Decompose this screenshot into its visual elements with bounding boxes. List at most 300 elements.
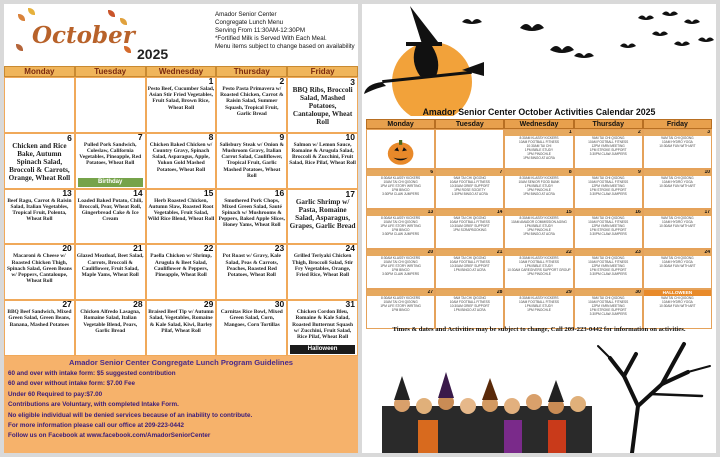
date-bar — [505, 130, 572, 136]
menu-day-cell — [146, 189, 217, 245]
activity-line: 1PM BIBLE STUDY — [524, 304, 554, 308]
weekday-header-row — [366, 119, 712, 129]
menu-text: Pesto Beef, Cucumber Salad, Asian Stir Fried Vegetables, Fruit Salad, Brown Rice, Wheat Roll — [147, 86, 215, 111]
weekday-header: Wednesday — [504, 119, 573, 129]
lunch-calendar-grid — [4, 66, 358, 356]
date-bar — [436, 250, 503, 256]
menu-day-cell — [146, 244, 217, 300]
day-number: 16 — [635, 209, 641, 215]
day-number: 24 — [704, 249, 711, 255]
activity-day-cell — [366, 129, 435, 169]
menu-text: Pot Roast w/ Gravy, Kale Salad, Peas & Carrots, Peaches, Roasted Red Potatoes, Wheat Roll — [222, 253, 281, 278]
activity-day-cell — [643, 129, 712, 169]
activity-line: 10AM TAI CHI QIGONG — [383, 300, 418, 304]
activity-line: 3:30PM CLAW JUMPERS — [589, 152, 627, 156]
activity-day-cell — [504, 209, 573, 249]
week-row — [366, 129, 712, 169]
activity-line: 8:30AM KLASSY KICKERS — [519, 176, 559, 180]
activity-line: 1PM BINGO — [391, 268, 410, 272]
leaf-icon — [108, 10, 115, 17]
activity-line: 3:30PM CLAW JUMPERS — [589, 312, 627, 316]
activity-line: 10:30AM FUN WITH ART — [659, 224, 696, 228]
menu-day-cell — [75, 133, 146, 189]
date-bar — [575, 170, 642, 176]
menu-text: Grilled Teriyaki Chicken Thigh, Broccoli Salad, Stir Fry Vegetables, Orange, Fried Rice, Wheat Roll — [292, 253, 354, 278]
day-number: 2 — [279, 77, 285, 86]
date-bar — [644, 170, 711, 176]
menu-day-cell — [146, 77, 217, 133]
activity-line: 10AM SENIOR FOOD BANK — [518, 180, 560, 184]
day-number: 6 — [67, 132, 72, 143]
week-row — [4, 133, 358, 189]
bats-icon — [462, 12, 714, 59]
activity-line: 12PM YARN MEETING — [591, 184, 625, 188]
activity-line: 1PM PINOCHLE — [527, 272, 551, 276]
day-number: 31 — [345, 300, 355, 310]
activity-line: 10AM FOOTBALL FITNESS — [449, 180, 490, 184]
lunch-menu-page — [4, 4, 358, 453]
day-number: 23 — [274, 244, 285, 254]
day-number: 21 — [133, 244, 143, 254]
activity-line: 8:30AM KLASSY KICKERS — [519, 216, 559, 220]
activity-line: 1PM BIBLE STUDY — [524, 224, 554, 228]
week-row — [4, 300, 358, 356]
activity-line: 9AM TAI CHI QIGONG — [453, 216, 487, 220]
activity-day-cell — [574, 289, 643, 329]
menu-text: Carnitas Rice Bowl, Mixed Green Salad, Corn, Mangoes, Corn Tortillas — [220, 309, 283, 328]
weekday-header: Monday — [4, 66, 75, 77]
activity-line: 1PM PINOCHLE — [527, 308, 551, 312]
activity-line: 12PM YARN MEETING — [591, 144, 625, 148]
day-number: 13 — [427, 209, 434, 215]
day-number: 7 — [499, 169, 503, 175]
activity-line: 10:30AM FUN WITH ART — [659, 304, 696, 308]
activity-day-cell — [435, 129, 504, 169]
day-number: 10 — [345, 132, 355, 142]
day-number: 3 — [350, 77, 355, 87]
activity-line: 10AM FOOTBALL FITNESS — [588, 140, 629, 144]
activity-line: 10AM TAI CHI QIGONG — [383, 180, 418, 184]
menu-text: Braised Beef Tip w/ Autumn Salad, Vegetables, Romaine & Kale Salad, Kiwi, Barley Pilaf, Wheat Roll — [148, 309, 214, 334]
menu-day-cell — [216, 77, 287, 133]
date-bar — [505, 250, 572, 256]
activity-line: 1PM STROKE SUPPORT — [589, 188, 627, 192]
activity-line: 9AM TAI CHI QIGONG — [453, 176, 487, 180]
weekday-header: Wednesday — [146, 66, 217, 77]
date-bar — [436, 290, 503, 296]
activity-line: 12PM YARN MEETING — [591, 224, 625, 228]
lunch-header — [4, 4, 358, 66]
day-number: 7 — [137, 132, 143, 142]
year: 2025 — [137, 46, 169, 62]
date-bar — [436, 170, 503, 176]
menu-day-cell — [287, 133, 358, 189]
day-number: 24 — [345, 244, 355, 254]
activity-line: 10:30AM GRIEF SUPPORT — [449, 184, 490, 188]
menu-text: Garlic Shrimp w/ Pasta, Romaine Salad, Asparagus, Grapes, Garlic Bread — [289, 197, 356, 230]
week-row — [366, 209, 712, 249]
menu-day-cell — [4, 244, 75, 300]
week-row — [4, 77, 358, 133]
activity-line: 9AM TAI CHI QIGONG — [453, 296, 487, 300]
day-number: 28 — [496, 289, 503, 295]
activity-day-cell — [435, 209, 504, 249]
info-line: Amador Senior Center — [215, 11, 277, 18]
weekday-header-row — [4, 66, 358, 77]
week-row — [4, 189, 358, 245]
day-number: 23 — [635, 249, 641, 255]
activity-day-cell — [574, 249, 643, 289]
day-number: 10 — [704, 169, 711, 175]
day-number: 9 — [279, 132, 285, 142]
activity-line: 8:30AM KLASSY KICKERS — [381, 216, 421, 220]
menu-text: Pulled Pork Sandwich, Coleslaw, California Vegetables, Pineapple, Red Potatoes, Wheat Roll — [79, 141, 142, 167]
activity-day-cell — [574, 129, 643, 169]
date-bar — [575, 250, 642, 256]
weekday-header: Friday — [287, 66, 358, 77]
menu-text: Paella Chicken w/ Shrimp, Arugula & Beet Salad, Cauliflower & Peppers, Pineapple, Wheat Roll — [150, 253, 212, 278]
costumed-seniors-group-icon — [382, 372, 592, 453]
guideline-line: Follow us on Facebook at www.facebook.com/AmadorSeniorCenter — [8, 432, 211, 440]
day-number: 20 — [427, 249, 434, 255]
info-line: *Fortified Milk is Served With Each Meal. — [215, 35, 327, 42]
activity-line: 9AM TAI CHI QIGONG — [661, 136, 694, 140]
date-bar — [505, 290, 572, 296]
guideline-line: Contributions are Voluntary, with completed Intake Form. — [8, 401, 179, 409]
menu-day-cell — [75, 300, 146, 356]
menu-day-cell — [216, 300, 287, 356]
day-number: 30 — [274, 300, 285, 310]
date-bar — [505, 210, 572, 216]
info-line: Menu items subject to change based on availability — [215, 43, 355, 50]
activity-line: 9AM TAI CHI QIGONG — [591, 136, 625, 140]
activity-line: 1PM BINGO AT ACRA — [453, 268, 486, 272]
menu-day-cell — [4, 77, 75, 133]
activity-line: 9AM TAI CHI QIGONG — [661, 216, 694, 220]
day-number: 22 — [203, 244, 214, 254]
activity-line: 1PM SCRAPBOOKING — [453, 228, 487, 232]
weekday-header: Tuesday — [435, 119, 504, 129]
activity-line: 10AM FOOTBALL FITNESS — [518, 140, 560, 144]
activity-line: 1PM BINGO — [391, 188, 410, 192]
menu-text: Chicken Baked Chicken w/ Country Gravy, Spinach Salad, Asparagus, Apple, Yukon Gold Mashed Potatoes, Wheat Roll — [149, 141, 213, 173]
menu-text: Pesto Pasta Primavera w/ Roasted Chicken, Carrot & Raisin Salad, Summer Squash, Tropical Fruit, Garlic Bread — [220, 86, 284, 117]
activity-line: 1PM BINGO — [391, 228, 410, 232]
guideline-line: For more information please call our office at 209-223-0442 — [8, 422, 185, 430]
activity-day-cell — [504, 169, 573, 209]
activity-line: 8:30AM KLASSY KICKERS — [519, 296, 559, 300]
activity-line: 1PM PINOCHLE — [527, 188, 551, 192]
date-bar — [644, 210, 711, 216]
activity-day-cell — [643, 209, 712, 249]
activity-day-cell — [366, 249, 435, 289]
day-number: 8 — [208, 132, 214, 142]
day-number: 3 — [707, 129, 711, 135]
activity-line: 8:30AM KLASSY KICKERS — [381, 256, 421, 260]
info-line: Congregate Lunch Menu — [215, 19, 284, 26]
day-number: 15 — [203, 188, 214, 198]
menu-day-cell — [216, 133, 287, 189]
activity-line: 10AM FOOTBALL FITNESS — [588, 260, 629, 264]
activity-line: 1PM PINOCHLE — [527, 152, 551, 156]
weekday-header: Thursday — [574, 119, 643, 129]
activity-line: 1PM BINGO AT ACRA — [523, 192, 555, 196]
activities-note: Times & dates and Activities may be subject to change, Call 209-223-0442 for information on activities. — [392, 326, 686, 333]
day-number: 1 — [568, 129, 572, 135]
activity-line: 10:30AM FUN WITH ART — [659, 184, 696, 188]
activity-line: 3:30PM CLAW JUMPERS — [382, 232, 420, 236]
activity-line: 1PM BINGO — [391, 308, 410, 312]
activity-line: 8:30AM KLASSY KICKERS — [381, 296, 421, 300]
activity-line: 10:30AM TAI CHI — [526, 144, 552, 148]
menu-text: Herb Roasted Chicken, Autumn Slaw, Roasted Root Vegetables, Fruit Salad, Wild Rice Blend, Wheat Roll — [147, 197, 215, 223]
activity-line: 10:30AM GRIEF SUPPORT — [449, 224, 490, 228]
activity-day-cell — [504, 129, 573, 169]
menu-day-cell — [287, 244, 358, 300]
activity-line: 1PM LIFE STORY WRITING — [380, 264, 421, 268]
day-number: 14 — [496, 209, 503, 215]
day-number: 9 — [638, 169, 641, 175]
menu-day-cell — [216, 244, 287, 300]
weekday-header: Friday — [643, 119, 712, 129]
guidelines-box — [4, 356, 358, 453]
activity-line: 1PM LIFE STORY WRITING — [380, 184, 421, 188]
activity-line: 1PM STROKE SUPPORT — [589, 148, 627, 152]
date-bar — [367, 210, 434, 216]
activity-line: 10AM TAI CHI QIGONG — [383, 220, 418, 224]
guideline-line: 60 and over without intake form: $7.00 Fee — [8, 380, 136, 388]
week-row — [366, 249, 712, 289]
menu-text: Chicken Alfredo Lasagna, Romaine Salad, Italian Vegetable Blend, Pears, Garlic Bread — [80, 309, 141, 334]
activity-day-cell — [366, 289, 435, 329]
menu-day-cell — [75, 244, 146, 300]
activity-line: 1PM BIBLE STUDY — [524, 264, 554, 268]
date-bar — [575, 130, 642, 136]
menu-day-cell — [146, 300, 217, 356]
menu-day-cell — [4, 189, 75, 245]
date-bar — [575, 290, 642, 296]
activity-line: 3:30PM CLAW JUMPERS — [589, 232, 627, 236]
activity-line: 10AM HYDRO YOGA — [662, 180, 693, 184]
activity-line: 10:30AM FUN WITH ART — [659, 144, 696, 148]
activity-line: 9AM TAI CHI QIGONG — [591, 176, 625, 180]
activity-line: 1PM STROKE SUPPORT — [589, 228, 627, 232]
day-number: 30 — [635, 289, 641, 295]
activity-line: 10AM HYDRO YOGA — [662, 260, 693, 264]
activity-line: 10AM HYDRO YOGA — [662, 140, 693, 144]
activity-day-cell — [643, 169, 712, 209]
birthday-badge: Birthday — [78, 178, 143, 187]
menu-text: Macaroni & Cheese w/ Roasted Chicken Thigh, Spinach Salad, Green Beans w/ Peppers, Cantaloupe, Wheat Roll — [6, 253, 72, 285]
activity-line: 9AM TAI CHI QIGONG — [591, 296, 625, 300]
activity-line: 10AM FOOTBALL FITNESS — [588, 180, 629, 184]
pumpkin-icon — [367, 136, 434, 168]
activity-day-cell — [435, 289, 504, 329]
activity-line: 3:30PM CLAW JUMPERS — [382, 192, 420, 196]
activity-day-cell — [366, 209, 435, 249]
activities-page — [362, 4, 716, 453]
activity-line: 10AM HYDRO YOGA — [662, 300, 693, 304]
menu-day-cell — [146, 133, 217, 189]
activity-line: 3:30PM CLAW JUMPERS — [589, 192, 627, 196]
date-bar — [436, 210, 503, 216]
weekday-header: Thursday — [216, 66, 287, 77]
weekday-header: Tuesday — [75, 66, 146, 77]
week-row — [366, 289, 712, 329]
activity-line: 10AM TAI CHI QIGONG — [383, 260, 418, 264]
activity-day-cell — [574, 209, 643, 249]
date-bar — [644, 250, 711, 256]
date-bar — [575, 210, 642, 216]
day-number: 17 — [704, 209, 711, 215]
activity-day-cell — [643, 289, 712, 329]
menu-text: Glazed Meatloaf, Beet Salad, Carrots, Broccoli & Cauliflower, Fruit Salad, Maple Yams, Wheat Roll — [76, 253, 144, 278]
menu-text: Smothered Pork Chops, Mixed Green Salad, Sauté Spinach w/ Mushrooms & Peppers, Baked Apple Slices, Honey Yams, Wheat Roll — [218, 197, 285, 229]
day-number: 29 — [566, 289, 572, 295]
guideline-line: Under 60 Required to pay:$7.00 — [8, 390, 103, 398]
activity-line: 1PM STROKE SUPPORT — [589, 308, 627, 312]
day-number: 1 — [208, 77, 214, 86]
activity-line: 1PM PINOCHLE — [527, 228, 551, 232]
activity-line: 12PM YARN MEETING — [591, 264, 625, 268]
day-number: 22 — [566, 249, 572, 255]
bare-tree-icon — [598, 344, 710, 453]
menu-day-cell — [287, 77, 358, 133]
guideline-line: No eligible individual will be denied services because of an inability to contribute. — [8, 411, 253, 419]
activity-line: 10:30AM FUN WITH ART — [659, 264, 696, 268]
activity-line: 10AM AMADOR COMMISSION AGING — [511, 220, 567, 224]
activity-line: 1PM BIBLE STUDY — [524, 184, 554, 188]
activity-line: 1PM ROSE SOCIETY — [454, 188, 486, 192]
activity-line: 3:30PM CLAW JUMPERS — [589, 272, 627, 276]
activity-day-cell — [574, 169, 643, 209]
activity-day-cell — [366, 169, 435, 209]
activity-line: 10AM FOOTBALL FITNESS — [449, 220, 490, 224]
menu-day-cell — [4, 300, 75, 356]
menu-day-cell — [4, 133, 75, 189]
day-number: 27 — [62, 300, 72, 310]
day-number: 15 — [566, 209, 572, 215]
weekday-header: Monday — [366, 119, 435, 129]
menu-day-cell — [75, 77, 146, 133]
day-number: 17 — [345, 188, 355, 199]
halloween-scene-illustration — [362, 336, 716, 453]
menu-day-cell — [216, 189, 287, 245]
activity-line: 9AM TAI CHI QIGONG — [591, 216, 625, 220]
activity-line: 1PM BINGO AT ACRA — [453, 308, 486, 312]
activity-line: 1PM BIBLE STUDY — [524, 148, 554, 152]
menu-text: Salmon w/ Lemon Sauce, Romaine & Arugula Salad, Broccoli & Zucchini, Fruit Salad, Rice Pilaf, Wheat Roll — [289, 141, 356, 167]
menu-text: BBQ Beef Sandwich, Mixed Green Salad, Green Beans, Banana, Mashed Potatoes — [7, 309, 72, 328]
activity-line: 12PM YARN MEETING — [591, 304, 625, 308]
activity-line: 1PM LIFE STORY WRITING — [380, 304, 421, 308]
day-number: 28 — [133, 300, 143, 310]
activity-line: 9AM TAI CHI QIGONG — [453, 256, 487, 260]
activity-line: 1PM STROKE SUPPORT — [589, 268, 627, 272]
activity-day-cell — [504, 249, 573, 289]
menu-day-cell — [287, 189, 358, 245]
activity-line: 10AM HYDRO YOGA — [662, 220, 693, 224]
menu-text: BBQ Ribs, Broccoli Salad, Mashed Potatoes, Cantaloupe, Wheat Roll — [292, 86, 353, 127]
date-bar — [505, 170, 572, 176]
activity-line: 9AM TAI CHI QIGONG — [661, 176, 694, 180]
date-bar — [367, 250, 434, 256]
halloween-badge: Halloween — [290, 345, 355, 354]
menu-text: Chicken and Rice Bake, Autumn Spinach Salad, Broccoli & Carrots, Orange, Wheat Roll — [8, 141, 71, 183]
activity-line: 9AM TAI CHI QIGONG — [661, 296, 694, 300]
activity-line: 1PM BINGO AT ACRA — [523, 232, 555, 236]
activity-day-cell — [435, 249, 504, 289]
day-number: 13 — [62, 188, 72, 198]
info-line: Serving From 11:30AM-12:30PM — [215, 27, 305, 34]
activity-line: 10AM FOOTBALL FITNESS — [518, 260, 560, 264]
leaf-icon — [16, 44, 23, 51]
day-number: 14 — [133, 188, 143, 198]
date-bar — [367, 290, 434, 296]
day-number: 29 — [203, 300, 214, 310]
activity-day-cell — [435, 169, 504, 209]
activities-title: Amador Senior Center October Activities Calendar 2025 — [422, 107, 656, 117]
date-bar — [644, 130, 711, 136]
halloween-badge: HALLOWEEN — [644, 290, 711, 296]
week-row — [4, 244, 358, 300]
leaf-icon — [28, 8, 35, 15]
activity-line: 10:30AM CAREGIVERS SUPPORT GROUP — [507, 268, 571, 272]
activity-line: 9AM TAI CHI QIGONG — [661, 256, 694, 260]
month-title: October — [32, 22, 135, 49]
activity-line: 10AM FOOTBALL FITNESS — [588, 300, 629, 304]
activity-line: 8:30AM KLASSY KICKERS — [519, 256, 559, 260]
activity-line: 1PM BINGO AT ACRA — [523, 156, 555, 160]
day-number: 20 — [62, 244, 72, 254]
day-number: 2 — [638, 129, 641, 135]
activity-line: 10AM FOOTBALL FITNESS — [449, 300, 490, 304]
menu-text: Loaded Baked Potato, Chili, Broccoli, Pear, Wheat Roll, Gingerbread Cake & Ice Cream — [77, 197, 143, 223]
date-bar — [367, 170, 434, 176]
activity-line: 10AM FOOTBALL FITNESS — [588, 220, 629, 224]
guideline-line: 60 and over with intake form: $5 suggested contribution — [8, 370, 176, 377]
day-number: 27 — [427, 289, 434, 295]
witch-moon-illustration — [362, 4, 716, 116]
activity-line: 9AM TAI CHI QIGONG — [591, 256, 625, 260]
activity-line: 8:30AM KLASSY KICKERS — [381, 176, 421, 180]
activity-line: 10AM FOOTBALL FITNESS — [518, 300, 560, 304]
menu-day-cell — [287, 300, 358, 356]
day-number: 8 — [568, 169, 572, 175]
menu-text: Chicken Cordon Bleu, Romaine & Kale Salad, Roasted Butternut Squash w/ Zucchini, Fruit Salad, Rice Pilaf, Wheat Roll — [292, 309, 353, 340]
day-number: 21 — [496, 249, 503, 255]
menu-text: Salisbury Steak w/ Onion & Mushroom Gravy, Italian Carrot Salad, Cauliflower, Tropical Fruit, Garlic Mashed Potatoes, Wheat Roll — [219, 141, 284, 179]
activity-line: 10:30AM GRIEF SUPPORT — [449, 304, 490, 308]
guidelines-title: Amador Senior Center Congregate Lunch Program Guidelines — [68, 358, 294, 367]
activities-calendar-grid — [366, 119, 712, 329]
menu-text: Beef Ragu, Carrot & Raisin Salad, Italian Vegetables, Tropical Fruit, Polenta, Wheat Roll — [7, 197, 72, 223]
activity-day-cell — [643, 249, 712, 289]
week-row — [366, 169, 712, 209]
leaf-icon — [18, 14, 25, 21]
activity-line: 1PM LIFE STORY WRITING — [380, 224, 421, 228]
activity-day-cell — [504, 289, 573, 329]
menu-info — [215, 11, 355, 51]
activity-line: 8:30AM KLASSY KICKERS — [519, 136, 559, 140]
day-number: 16 — [274, 188, 285, 198]
activity-line: 1:30PM BINGO AT ACRA — [451, 192, 488, 196]
activity-line: 10AM FOOTBALL FITNESS — [449, 260, 490, 264]
activity-line: 3:30PM CLAW JUMPERS — [382, 272, 420, 276]
menu-day-cell — [75, 189, 146, 245]
day-number: 6 — [430, 169, 434, 175]
activity-line: 10:30AM GRIEF SUPPORT — [449, 264, 490, 268]
